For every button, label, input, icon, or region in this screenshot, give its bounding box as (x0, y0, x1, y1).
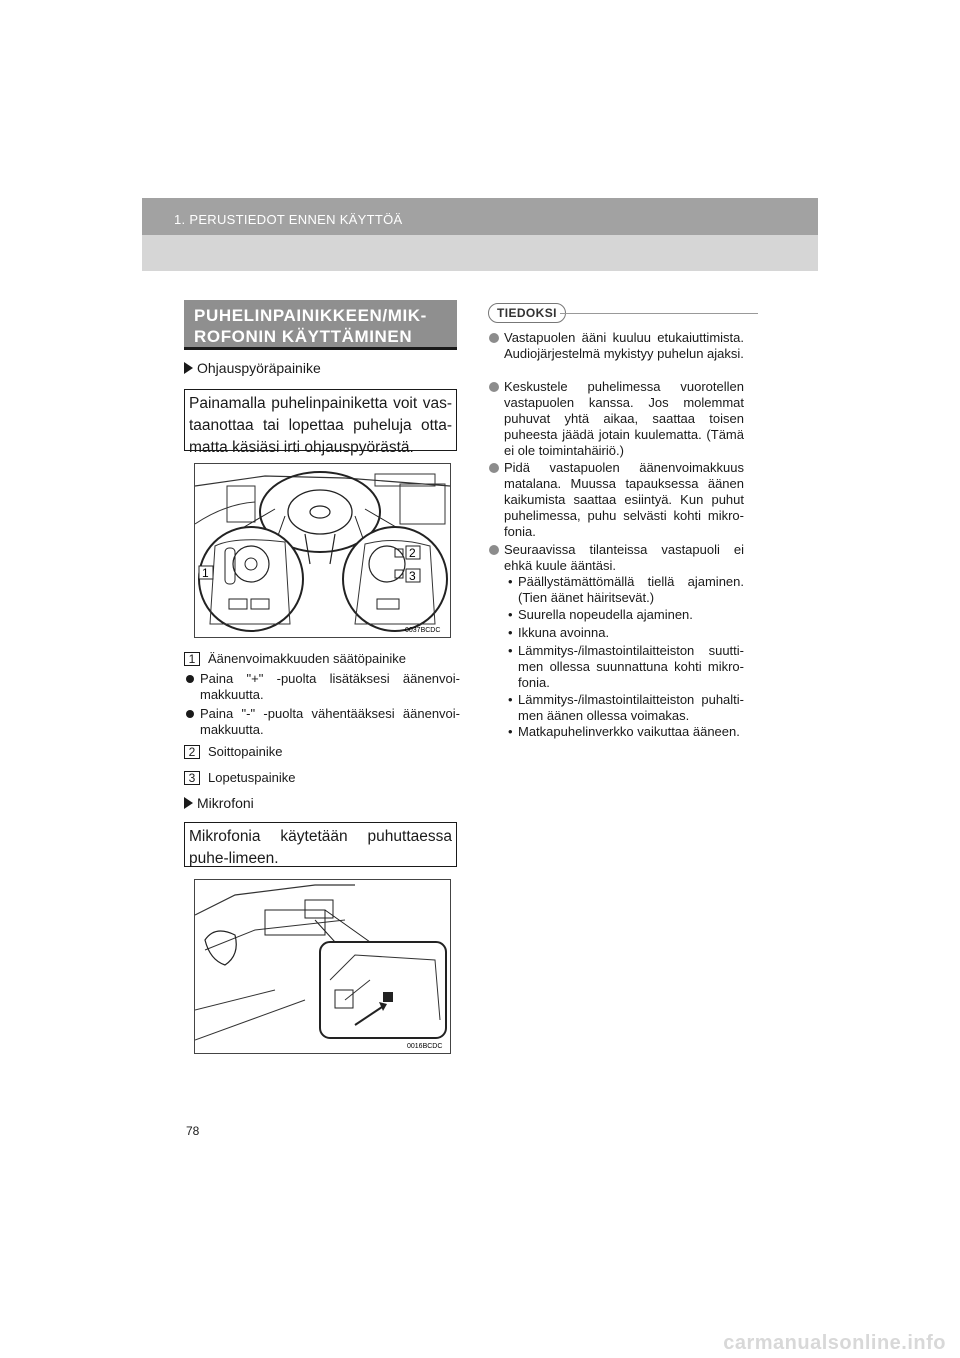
steering-heading-text: Ohjauspyöräpainike (197, 360, 321, 376)
arrow-right-icon (184, 362, 193, 374)
note-bullet-icon (489, 382, 499, 392)
chapter-title: 1. PERUSTIEDOT ENNEN KÄYTTÖÄ (174, 212, 403, 227)
microphone-description: Mikrofonia käytetään puhuttaessa puhe-limeen. (184, 822, 457, 867)
note-bullet-icon (489, 463, 499, 473)
numbox-3: 3 (184, 771, 200, 785)
note-1: Vastapuolen ääni kuuluu etukaiuttimista. Audiojärjestelmä mykistyy puhelun ajaksi. (488, 330, 744, 362)
note-bullet-icon (489, 545, 499, 555)
notes-tag: TIEDOKSI (488, 303, 566, 323)
subnote-1: • Päällystämättömällä tiellä ajaminen. (Tien äänet häiritsevät.) (508, 574, 744, 605)
steering-wheel-figure (194, 463, 451, 638)
subnote-5: • Lämmitys-/ilmastointilaitteiston puhalti-men äänen ollessa voimakas. (508, 692, 744, 723)
bullet-decrease (184, 706, 460, 738)
microphone-heading-text: Mikrofoni (197, 795, 254, 811)
subnote-3: • Ikkuna avoinna. (508, 625, 610, 640)
callout-3: 3 (409, 569, 416, 583)
section-title: PUHELINPAINIKKEEN/MIK-ROFONIN KÄYTTÄMINEN (184, 300, 457, 350)
figure-code: 0037BCDC (405, 627, 441, 634)
steering-heading (184, 360, 321, 376)
callout-2: 2 (409, 546, 416, 560)
chapter-header (142, 198, 818, 235)
note-2: Keskustele puhelimessa vuorotellen vastapuolen kanssa. Jos molemmat puhuvat yhtä aikaa, saattaa toisen puheesta jäädä jotain kuulematta. (Tämä ei ole toimintahäiriö.) (488, 379, 744, 459)
arrow-right-icon (184, 797, 193, 809)
figure-code: 0016BCDC (407, 1043, 443, 1050)
numbox-1: 1 (184, 652, 200, 666)
page-number: 78 (186, 1124, 200, 1138)
bullet-increase (184, 671, 460, 703)
callout-1: 1 (202, 566, 209, 580)
microphone-figure (194, 879, 451, 1054)
note-3: Pidä vastapuolen äänenvoimakkuus matalana. Muussa tapauksessa äänen kaikumista saattaa esiintyä. Kun puhut puhelimessa, puhu selvästi kohti mikro-fonia. (488, 460, 744, 540)
note-bullet-icon (489, 333, 499, 343)
item-volume (184, 651, 406, 666)
footer (0, 1330, 960, 1358)
item-end-label: Lopetuspainike (208, 770, 296, 785)
numbox-2: 2 (184, 745, 200, 759)
item-volume-label: Äänenvoimakkuuden säätöpainike (208, 651, 407, 666)
subnote-2: • Suurella nopeudella ajaminen. (508, 607, 693, 622)
steering-wheel-illustration (195, 464, 450, 637)
item-call-label: Soittopainike (208, 744, 283, 759)
notes-divider (560, 313, 758, 314)
bullet-increase-text: Paina "+" -puolta lisätäksesi äänenvoi-makkuutta. (200, 671, 460, 702)
subnote-4: • Lämmitys-/ilmastointilaitteiston suutti-men ollessa suunnattuna kohti mikro-fonia. (508, 643, 744, 690)
bullet-decrease-text: Paina "-" -puolta vähentääksesi äänenvoi-makkuutta. (200, 706, 460, 737)
subnote-6: • Matkapuhelinverkko vaikuttaa ääneen. (508, 724, 740, 739)
header-band (142, 235, 818, 271)
note-4: Seuraavissa tilanteissa vastapuoli ei ehkä kuule ääntäsi. (488, 542, 744, 574)
steering-description: Painamalla puhelinpainiketta voit vas-taanottaa tai lopettaa puheluja otta-matta käsiäsi irti ohjauspyörästä. (184, 389, 457, 451)
microphone-illustration (195, 880, 450, 1053)
item-end (184, 770, 295, 785)
item-call (184, 744, 282, 759)
microphone-heading (184, 795, 254, 811)
footer-watermark[interactable]: carmanualsonline.info (723, 1332, 946, 1354)
